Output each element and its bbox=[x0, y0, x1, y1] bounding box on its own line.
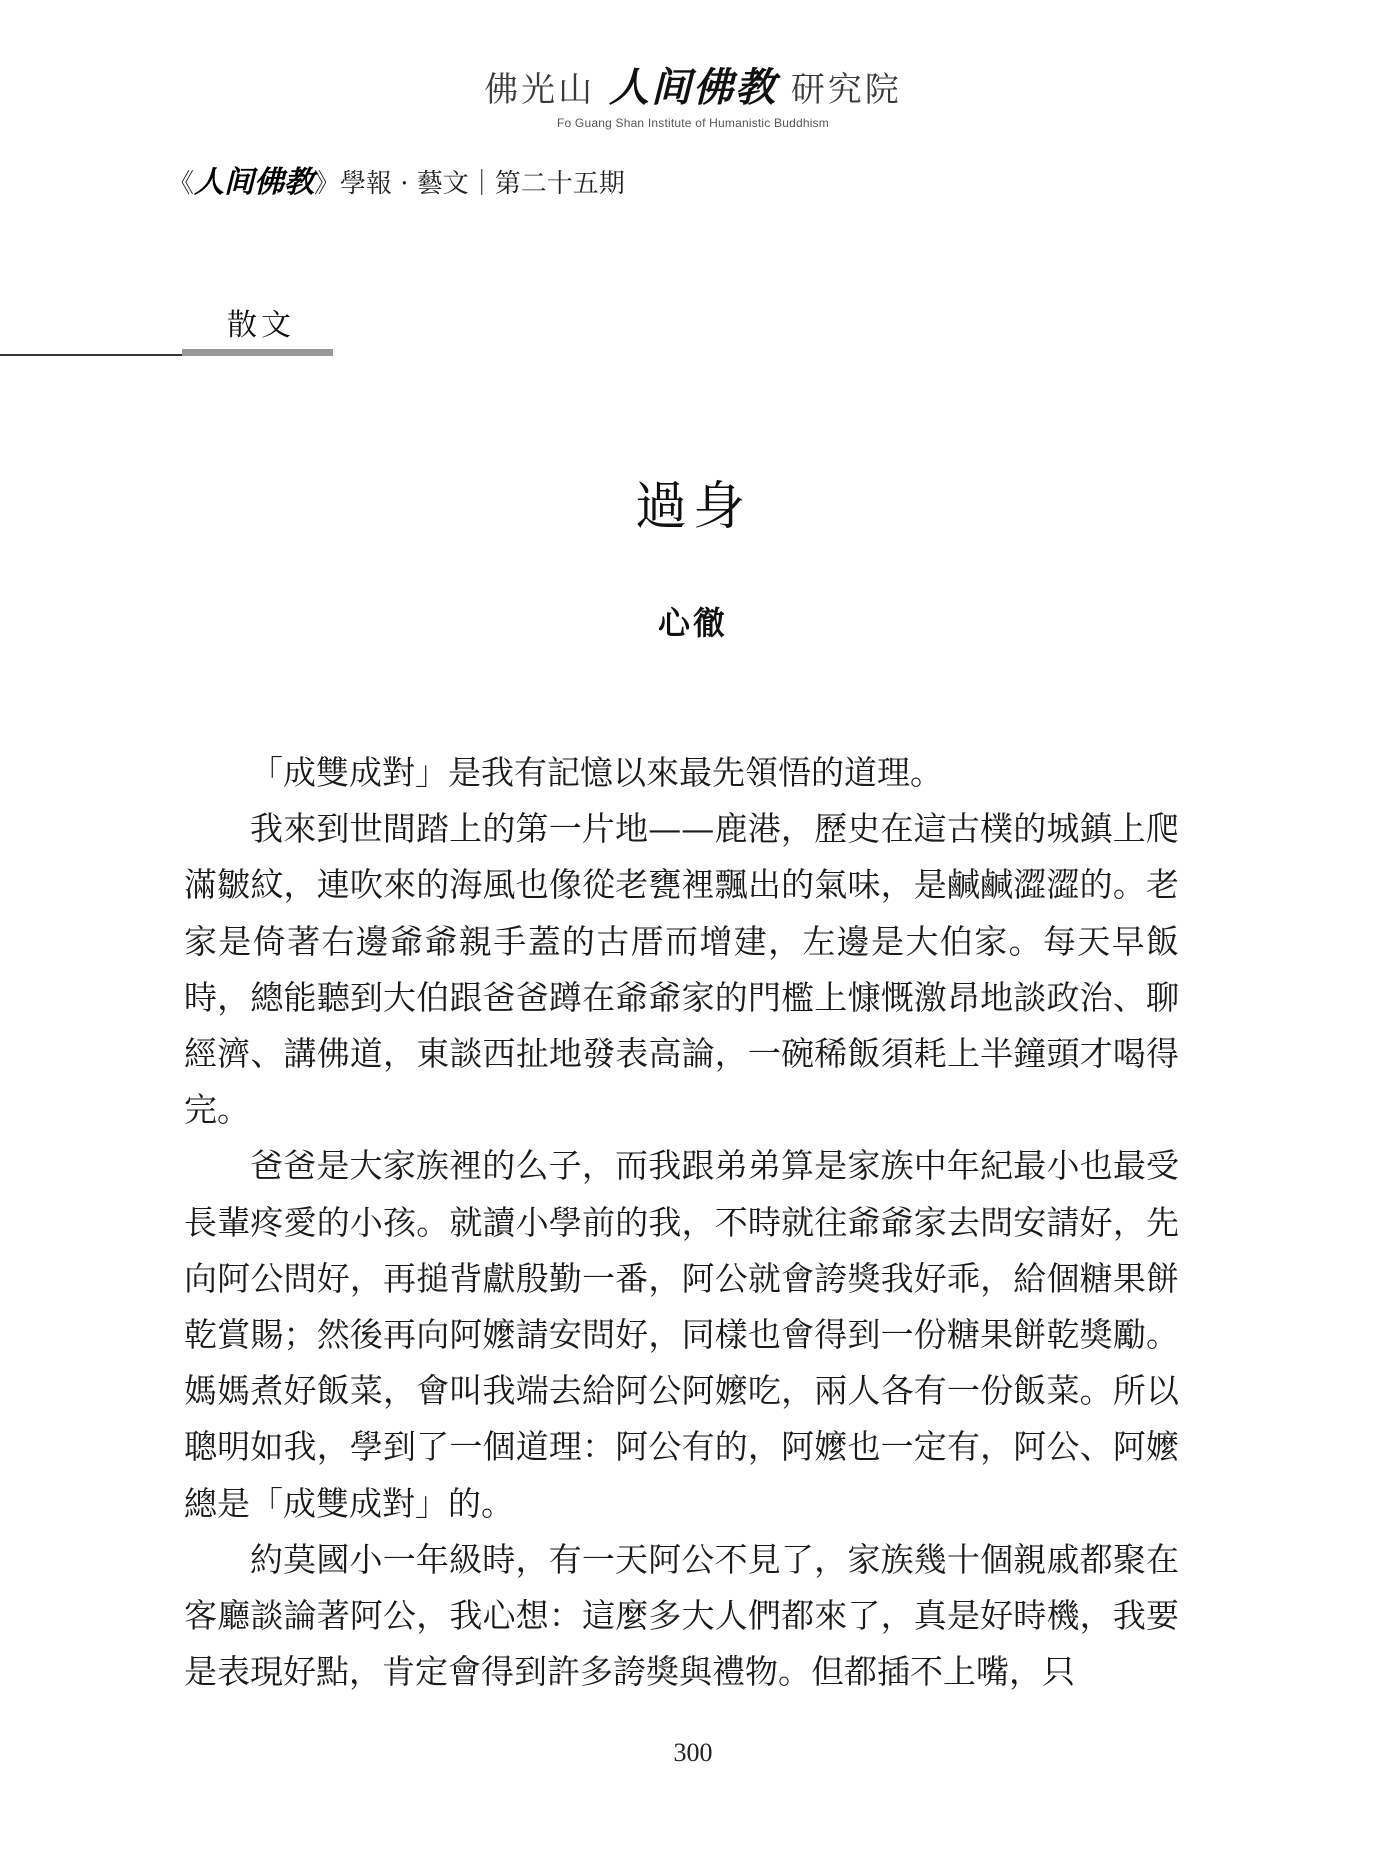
section-label: 散文 bbox=[227, 308, 295, 343]
journal-issue-text: 》學報 · 藝文｜第二十五期 bbox=[314, 169, 625, 199]
journal-open-bracket: 《 bbox=[168, 169, 195, 199]
body-paragraph: 約莫國小一年級時，有一天阿公不見了，家族幾十個親戚都聚在客廳談論著阿公，我心想：這麼多大人們都來了，真是好時機，我要是表現好點，肯定會得到許多誇獎與禮物。但都插不上嘴，只 bbox=[184, 1539, 1179, 1692]
journal-brand-logo: 人间佛教 bbox=[194, 165, 315, 200]
institute-name bbox=[0, 66, 1386, 112]
article-title: 過身 bbox=[634, 477, 751, 537]
institute-suffix: 研究院 bbox=[790, 70, 902, 110]
article-author: 心徹 bbox=[657, 604, 728, 642]
journal-running-head bbox=[168, 165, 625, 202]
body-paragraph: 爸爸是大家族裡的么子，而我跟弟弟算是家族中年紀最小也最受長輩疼愛的小孩。就讀小學前的我，不時就往爺爺家去問安請好，先向阿公問好，再搥背獻殷勤一番，阿公就會誇獎我好乖，給個糖果餅乾賞賜；然後再向阿嬤請安問好，同樣也會得到一份糖果餅乾獎勵。媽媽煮好飯菜，會叫我端去給阿公阿嬤吃，兩人各有一份飯菜。所以聰明如我，學到了一個道理：阿公有的，阿嬤也一定有，阿公、阿嬤總是「成雙成對」的。 bbox=[184, 1146, 1179, 1523]
body-paragraph: 「成雙成對」是我有記憶以來最先領悟的道理。 bbox=[250, 753, 943, 792]
section-divider-accent bbox=[182, 349, 333, 356]
institute-brand-logo: 人间佛教 bbox=[609, 65, 777, 111]
institute-prefix: 佛光山 bbox=[484, 70, 596, 110]
body-paragraph: 我來到世間踏上的第一片地——鹿港，歷史在這古樸的城鎮上爬滿皺紋，連吹來的海風也像從老甕裡飄出的氣味，是鹹鹹澀澀的。老家是倚著右邊爺爺親手蓋的古厝而增建，左邊是大伯家。每天早飯時，總能聽到大伯跟爸爸蹲在爺爺家的門檻上慷慨激昂地談政治、聊經濟、講佛道，東談西扯地發表高論，一碗稀飯須耗上半鐘頭才喝得完。 bbox=[184, 809, 1179, 1130]
article-body bbox=[184, 745, 1179, 1700]
page-number: 300 bbox=[673, 1738, 713, 1767]
institute-english-name: Fo Guang Shan Institute of Humanistic Buddhism bbox=[556, 116, 829, 130]
institute-header bbox=[0, 66, 1386, 130]
